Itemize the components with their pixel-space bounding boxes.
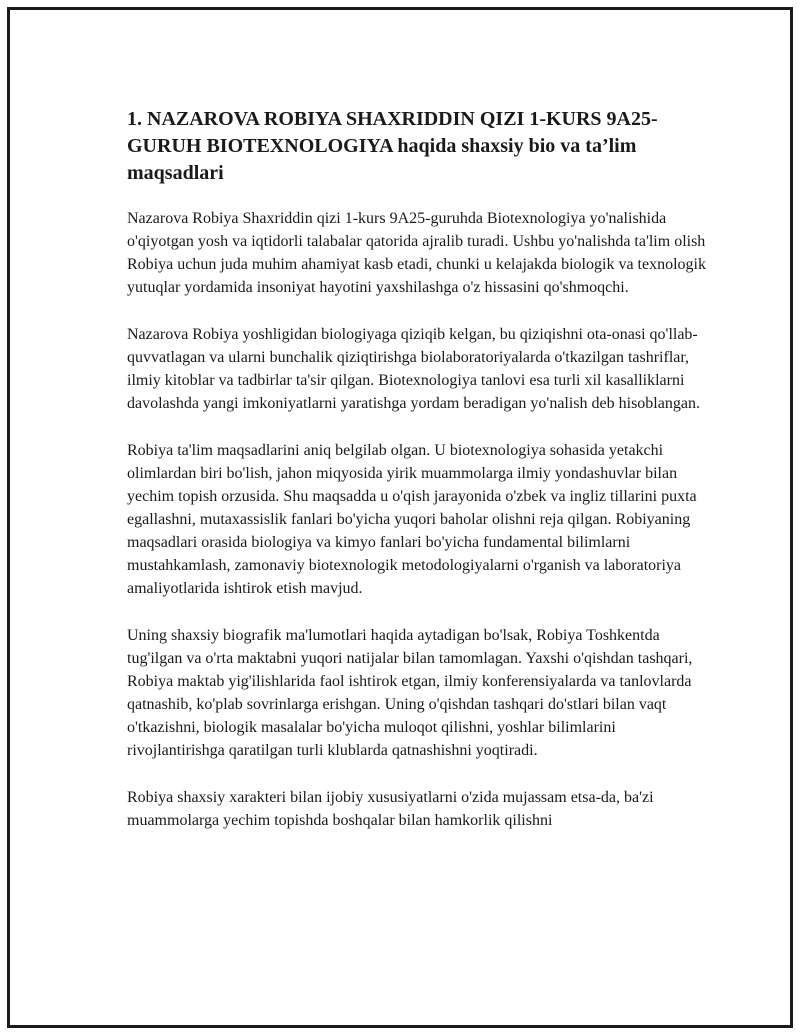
document-body [127, 106, 707, 856]
paragraph-biography: Uning shaxsiy biografik ma'lumotlari haqida aytadigan bo'lsak, Robiya Toshkentda tug'ilgan va o'rta maktabni yuqori natijalar bilan tamomlagan. Yaxshi o'qishdan tashqari, Robiya maktab yig'ilishlarida faol ishtirok etgan, ilmiy konferensiyalarda va tanlovlarda qatnashib, ko'plab sovrinlarga erishgan. Uning o'qishdan tashqari do'stlari bilan vaqt o'tkazishni, biologik masalalar bo'yicha muloqot qilishni, yoshlar bilimlarini rivojlantirishga qaratilgan turli klublarda qatnashishni yoqtiradi. [127, 627, 693, 759]
paragraph-background: Nazarova Robiya yoshligidan biologiyaga qiziqib kelgan, bu qiziqishni ota-onasi qo'llab-quvvatlagan va ularni bunchalik qiziqtirishga biolaboratoriyalarda o'tkazilgan tashriflar, ilmiy kitoblar va tadbirlar ta'sir qilgan. Biotexnologiya tanlovi esa turli xil kasalliklarni davolashda yangi imkoniyatlarni yaratishga yordam beradigan yo'nalish deb hisoblangan. [127, 326, 700, 412]
paragraph-character: Robiya shaxsiy xarakteri bilan ijobiy xususiyatlarni o'zida mujassam etsa-da, ba'zi muammolarga yechim topishda boshqalar bilan hamkorlik qilishni [127, 789, 654, 829]
paragraph-intro: Nazarova Robiya Shaxriddin qizi 1-kurs 9A25-guruhda Biotexnologiya yo'nalishida o'qiyotgan yosh va iqtidorli talabalar qatorida ajralib turadi. Ushbu yo'nalishda ta'lim olish Robiya uchun juda muhim ahamiyat kasb etadi, chunki u kelajakda biologik va texnologik yutuqlar yordamida insoniyat hayotini yaxshilashga o'z hissasini qo'shmoqchi. [127, 210, 706, 296]
page-frame [7, 7, 793, 1028]
paragraph-goals: Robiya ta'lim maqsadlarini aniq belgilab olgan. U biotexnologiya sohasida yetakchi olimlardan biri bo'lish, jahon miqyosida yirik muammolarga ilmiy yondashuvlar bilan yechim topish orzusida. Shu maqsadda u o'qish jarayonida o'zbek va ingliz tillarini puxta egallashni, mutaxassislik fanlari bo'yicha yuqori baholar olishni reja qilgan. Robiyaning maqsadlari orasida biologiya va kimyo fanlari bo'yicha fundamental bilimlarni mustahkamlash, zamonaviy biotexnologik metodologiyalarni o'rganish va laboratoriya amaliyotlarida ishtirok etish mavjud. [127, 442, 697, 597]
document-title: 1. NAZAROVA ROBIYA SHAXRIDDIN QIZI 1-KURS 9A25-GURUH BIOTEXNOLOGIYA haqida shaxsiy bio va ta’lim maqsadlari [127, 108, 658, 184]
